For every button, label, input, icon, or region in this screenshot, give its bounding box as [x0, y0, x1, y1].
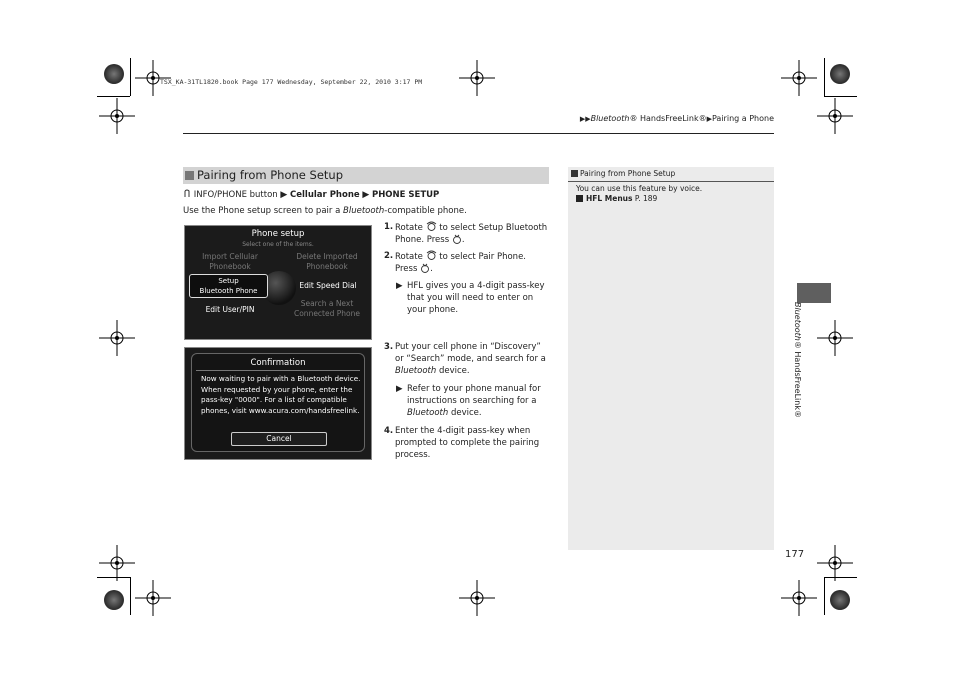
step-text: Rotate [395, 252, 423, 262]
step-text: . Press [421, 235, 450, 245]
option-delete-imported-phonebook[interactable] [285, 252, 369, 272]
step-text: Press [395, 264, 418, 274]
crosshair-mark [99, 98, 135, 134]
step-text: . [523, 252, 526, 262]
step-italic: Bluetooth [395, 366, 437, 376]
sidebar-heading-text: Pairing from Phone Setup [580, 169, 676, 178]
option-line: Phonebook [306, 262, 348, 271]
crop-line [130, 58, 131, 96]
option-setup-bluetooth-phone[interactable] [189, 274, 268, 298]
crop-line [824, 58, 825, 96]
page-number: 177 [785, 549, 805, 560]
crosshair-mark [817, 545, 853, 581]
arrow-right-icon: ▶ [280, 190, 288, 200]
nav-step1: Cellular Phone [290, 190, 360, 200]
crop-line [130, 577, 131, 615]
option-line: Setup [218, 277, 239, 285]
cancel-button[interactable]: Cancel [231, 432, 327, 446]
option-line: Phonebook [209, 262, 251, 271]
step-4 [384, 425, 550, 461]
sidebar-text: You can use this feature by voice. [576, 184, 703, 193]
arrow-right-icon: ▶ [396, 384, 403, 394]
screen-subtitle: Select one of the items. [242, 241, 314, 248]
option-line: Import Cellular [202, 252, 258, 261]
step-number: 4. [384, 426, 394, 436]
note-box-icon [571, 170, 578, 177]
hfl-menus-link[interactable] [576, 194, 657, 203]
square-bullet-icon [185, 171, 194, 180]
step-3 [384, 341, 550, 377]
dialog-divider [196, 370, 360, 371]
crosshair-mark [781, 60, 817, 96]
crop-line [97, 96, 130, 97]
step-2-note [396, 280, 548, 316]
crosshair-mark [817, 320, 853, 356]
rotate-knob-icon [426, 250, 437, 261]
step-number: 2. [384, 251, 394, 261]
double-triangle-icon: ▶▶ [579, 115, 591, 123]
nav-path [183, 188, 439, 200]
ref-page: P. 189 [634, 194, 658, 203]
vertical-rest: ® HandsFreeLink® [793, 340, 802, 418]
intro-before: Use the Phone setup screen to pair a [183, 206, 344, 216]
option-line: Search a Next [300, 299, 354, 308]
arrow-right-icon: ▶ [362, 190, 370, 200]
note-text: Refer to your phone manual for instructions on searching for a [407, 384, 541, 406]
reference-arrow-icon [576, 195, 583, 202]
arrow-right-icon: ▶ [396, 281, 403, 291]
step-text: Put your cell phone in “Discovery” or “Search” mode, and search for a [395, 342, 546, 364]
confirmation-screen [184, 347, 372, 460]
button-press-icon [183, 188, 191, 198]
nav-start: INFO/PHONE button [193, 190, 278, 200]
breadcrumb-part2: Pairing a Phone [711, 114, 774, 123]
crosshair-mark [781, 580, 817, 616]
book-header: TSX_KA-31TL1820.book Page 177 Wednesday, September 22, 2010 3:17 PM [160, 78, 423, 86]
registration-circle [104, 590, 124, 610]
option-line: Bluetooth Phone [199, 287, 258, 295]
option-edit-speed-dial[interactable]: Edit Speed Dial [299, 281, 357, 290]
header-rule [183, 133, 774, 134]
vertical-italic: Bluetooth [793, 302, 802, 341]
registration-circle [830, 590, 850, 610]
section-heading [183, 167, 549, 184]
option-search-connected-phone[interactable] [285, 299, 369, 319]
ref-label: HFL Menus [586, 194, 633, 203]
confirmation-dialog [191, 353, 365, 452]
dialog-title: Confirmation [250, 358, 306, 368]
step-number: 1. [384, 222, 394, 232]
phone-setup-screen [184, 225, 372, 340]
registration-circle [830, 64, 850, 84]
screen-title: Phone setup [251, 229, 305, 239]
step-target: Setup Bluetooth Phone [395, 223, 548, 245]
intro-text [183, 206, 467, 216]
intro-after: -compatible phone. [384, 206, 467, 216]
breadcrumb-part1-suffix: ® HandsFreeLink® [629, 114, 707, 123]
option-line: Delete Imported [296, 252, 358, 261]
section-title: Pairing from Phone Setup [197, 168, 343, 182]
step-3-note [396, 383, 548, 419]
crosshair-mark [99, 320, 135, 356]
press-knob-icon [452, 234, 462, 244]
crosshair-mark [817, 98, 853, 134]
step-1: 1. Rotate to select Setup Bluetooth Phone. Press . [384, 222, 548, 245]
chapter-tab [797, 283, 831, 303]
nav-step2: PHONE SETUP [371, 190, 440, 200]
step-text: device. [436, 366, 470, 376]
step-text: Enter the 4-digit pass-key when prompted to complete the pairing process. [395, 426, 540, 460]
vertical-chapter-label [793, 302, 802, 418]
step-2: 2. Rotate to select Pair Phone. Press . [384, 251, 526, 274]
step-number: 3. [384, 342, 394, 352]
sidebar-heading [568, 167, 774, 182]
registration-circle [104, 64, 124, 84]
breadcrumb [580, 114, 774, 123]
note-text: HFL gives you a 4-digit pass-key that you will need to enter on your phone. [407, 281, 545, 315]
crop-line [824, 577, 825, 615]
step-text: to select [439, 223, 476, 233]
rotate-knob-icon [426, 221, 437, 232]
option-line: Connected Phone [293, 309, 360, 318]
step-target: Pair Phone [478, 252, 524, 262]
triangle-icon: ▶ [706, 115, 712, 123]
step-text: to select [439, 252, 476, 262]
crosshair-mark [135, 580, 171, 616]
option-edit-user-pin[interactable]: Edit User/PIN [205, 305, 255, 314]
breadcrumb-part1: Bluetooth [590, 114, 630, 123]
note-italic: Bluetooth [407, 408, 449, 418]
crosshair-mark [459, 580, 495, 616]
dialog-message: Now waiting to pair with a Bluetooth device. When requested by your phone, enter the pass-key "0000". For a list of compatible phones, visit www.acura.com/handsfreelink. [201, 374, 361, 415]
note-text: device. [448, 408, 482, 418]
intro-italic: Bluetooth [343, 206, 385, 216]
sidebar-note [568, 167, 774, 550]
press-knob-icon [420, 263, 430, 273]
option-import-cellular-phonebook[interactable] [189, 252, 271, 272]
crosshair-mark [459, 60, 495, 96]
crosshair-mark [99, 545, 135, 581]
crop-line [824, 96, 857, 97]
step-text: Rotate [395, 223, 423, 233]
